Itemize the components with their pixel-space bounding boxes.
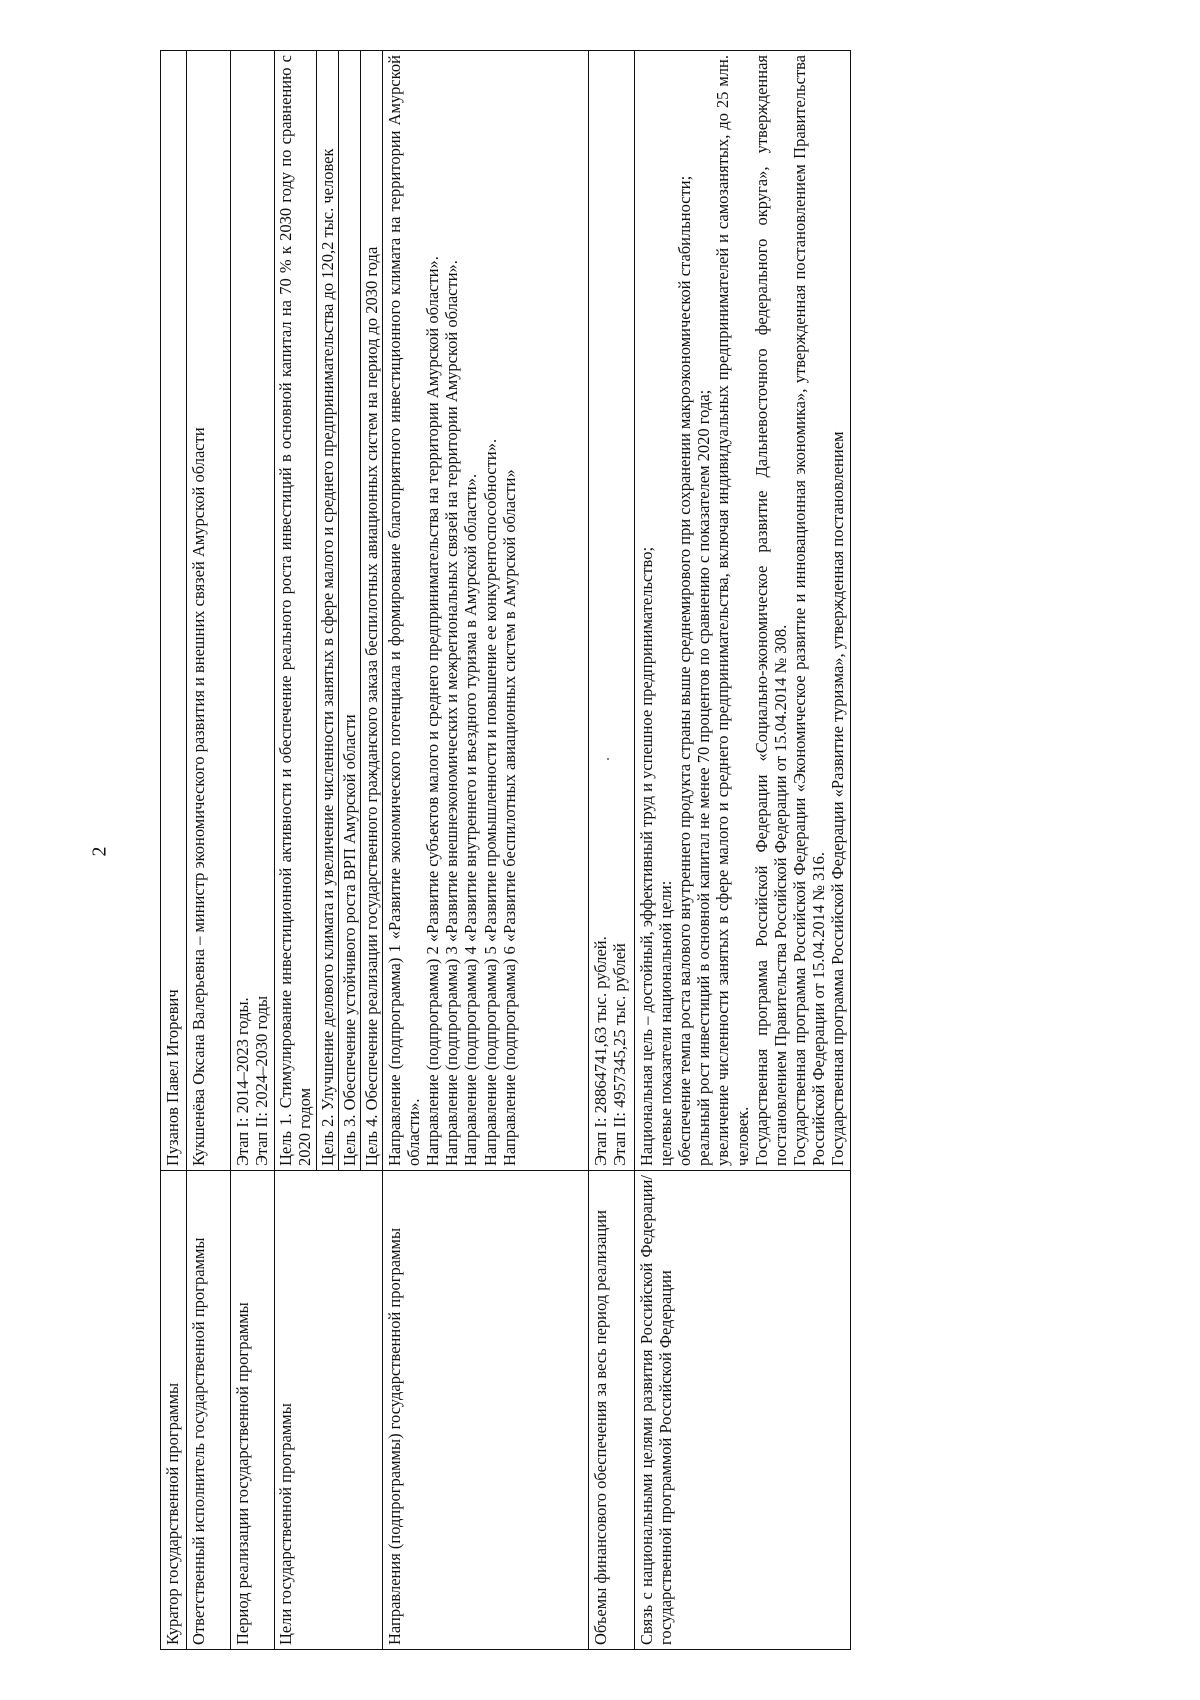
directions-value bbox=[382, 51, 588, 1171]
state-program-line: Государственная программа Российской Федерации «Развитие туризма», утвержденная постановлением bbox=[828, 431, 848, 1166]
curator-label: Куратор государственной программы bbox=[161, 1171, 187, 1650]
national-goals-value bbox=[634, 51, 850, 1171]
national-goals-label: Связь с национальными целями развития Российской Федерации/ государственной программой Российской Федерации bbox=[634, 1171, 850, 1650]
curator-value: Пузанов Павел Игоревич bbox=[161, 51, 187, 1171]
financing-stage-2: Этап II: 4957345,25 тыс. рублей bbox=[610, 943, 629, 1166]
goal-1: Цель 1. Стимулирование инвестиционной активности и обеспечение реального роста инвестиций в основной капитал на 70 % к 2030 году по сравнению с 2020 годом bbox=[275, 51, 316, 1171]
executor-value: Кукшенёва Оксана Валерьевна – министр экономического развития и внешних связей Амурской области bbox=[187, 51, 231, 1171]
direction-3: Направление (подпрограмма) 3 «Развитие внешнеэкономических и межрегиональных связей на территории Амурской области». bbox=[442, 260, 462, 1166]
financing-label: Объемы финансового обеспечения за весь период реализации bbox=[588, 1171, 634, 1650]
page-number: 2 bbox=[88, 846, 111, 857]
national-goal-line: увеличение численности занятых в сфере малого и среднего предпринимательства, включая индивидуальных предпринимателей и самозанятых, до 25 млн. человек. bbox=[713, 55, 752, 1166]
goal-4: Цель 4. Обеспечение реализации государственного гражданского заказа беспилотных авиационных систем на период до 2030 года bbox=[360, 51, 382, 1171]
period-stage-2: Этап II: 2024–2030 годы bbox=[252, 995, 272, 1166]
goals-label: Цели государственной программы bbox=[275, 1171, 383, 1650]
directions-label: Направления (подпрограммы) государственной программы bbox=[382, 1171, 588, 1650]
table-row-curator bbox=[161, 51, 187, 1650]
state-program-line: Государственная программа Российской Федерации «Экономическое развитие и инновационная экономика», утвержденная постановлением Правительства Российской Федерации от 15.04.2014 № 316. bbox=[789, 55, 828, 1166]
direction-4: Направление (подпрограмма) 4 «Развитие внутреннего и въездного туризма в Амурской области». bbox=[461, 473, 481, 1166]
table-row-financing bbox=[588, 51, 634, 1650]
national-goal-line: целевые показатели национальной цели: bbox=[656, 880, 675, 1166]
direction-1: Направление (подпрограмма) 1 «Развитие экономического потенциала и формирование благоприятного инвестиционного климата на территории Амурской области». bbox=[384, 55, 423, 1166]
executor-label: Ответственный исполнитель государственной программы bbox=[187, 1171, 231, 1650]
table-row-executor bbox=[187, 51, 231, 1650]
financing-stage-1: Этап I: 28864741,63 тыс. рублей. bbox=[590, 936, 610, 1166]
national-goal-line: обеспечение темпа роста валового внутреннего продукта страны выше среднемирового при сохранении макроэкономической стабильности; bbox=[675, 175, 695, 1166]
direction-5: Направление (подпрограмма) 5 «Развитие промышленности и повышение ее конкурентоспособности». bbox=[480, 438, 500, 1166]
goal-3: Цель 3. Обеспечение устойчивого роста ВРП Амурской области bbox=[338, 51, 360, 1171]
direction-2: Направление (подпрограмма) 2 «Развитие субъектов малого и среднего предпринимательства на территории Амурской области». bbox=[423, 256, 443, 1166]
table-row-directions bbox=[382, 51, 588, 1650]
table-row-national-goals bbox=[634, 51, 850, 1650]
table-row-goal-1 bbox=[275, 51, 316, 1650]
passport-sheet bbox=[160, 50, 1080, 1650]
table-row-period bbox=[231, 51, 275, 1650]
period-value bbox=[231, 51, 275, 1171]
state-program-line: Государственная программа Российской Федерации «Социально-экономическое развитие Дальневосточного федерального округа», утвержденная постановлением Правительства Российской Федерации от 15.04.2014 № 308. bbox=[751, 55, 790, 1166]
national-goal-line: Национальная цель – достойный, эффективный труд и успешное предпринимательство; bbox=[636, 546, 656, 1166]
program-passport-table bbox=[160, 50, 851, 1650]
period-label: Период реализации государственной программы bbox=[231, 1171, 275, 1650]
period-stage-1: Этап I: 2014–2023 годы. bbox=[233, 997, 252, 1166]
direction-6: Направление (подпрограмма) 6 «Развитие беспилотных авиационных систем в Амурской области» bbox=[499, 469, 519, 1166]
national-goal-line: реальный рост инвестиций в основной капитал не менее 70 процентов по сравнению с показателем 2020 года; bbox=[694, 389, 714, 1166]
financing-value bbox=[588, 51, 634, 1171]
goal-2: Цель 2. Улучшение делового климата и увеличение численности занятых в сфере малого и среднего предпринимательства до 120,2 тыс. человек bbox=[316, 51, 338, 1171]
